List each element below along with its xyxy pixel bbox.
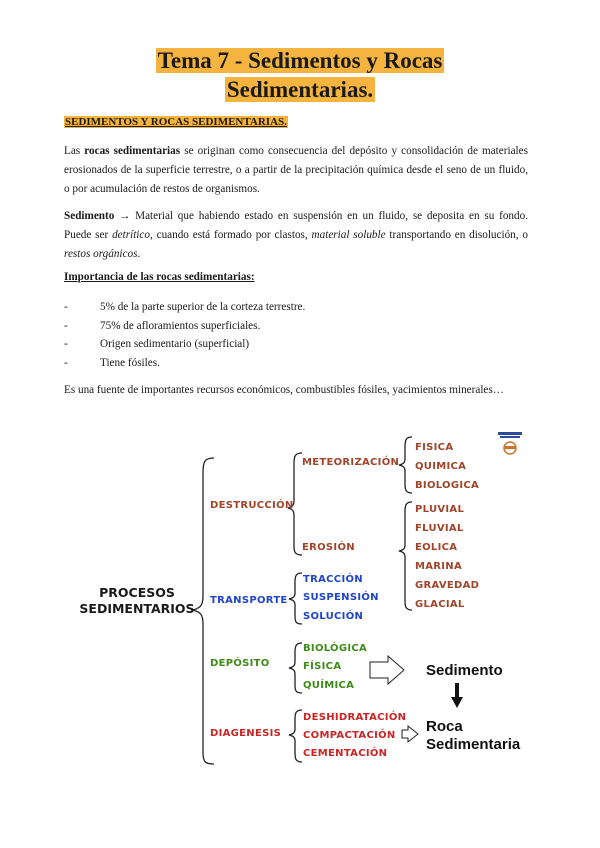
def-text-2: , cuando está formado por clastos, (149, 229, 312, 241)
def-italic-3: restos orgánicos (64, 248, 138, 260)
deposito-brace (289, 643, 302, 693)
meteorizacion-label: METEORIZACIÓN (302, 457, 400, 468)
diagenesis-label: DIAGENESIS (210, 728, 282, 739)
list-item: - Tiene fósiles. (64, 354, 305, 373)
intro-pre: Las (64, 145, 85, 157)
transporte-item: SUSPENSIÓN (303, 592, 379, 603)
meteorizacion-brace (399, 437, 412, 493)
meteorizacion-item: BIOLOGICA (415, 480, 480, 491)
erosion-item: GLACIAL (415, 599, 465, 610)
deposito-label: DEPÓSITO (210, 658, 270, 669)
def-italic-1: detrítico (112, 229, 150, 241)
erosion-label: EROSIÓN (302, 542, 355, 553)
root-line-2: SEDIMENTARIOS (79, 601, 195, 616)
down-arrow-icon (451, 697, 463, 708)
list-item: - Origen sedimentario (superficial) (64, 335, 305, 354)
deposito-item: BIOLÓGICA (303, 643, 368, 654)
def-text-4: . (137, 248, 141, 260)
def-italic-2: material soluble (311, 229, 386, 241)
erosion-item: FLUVIAL (415, 523, 464, 534)
meteorizacion-item: QUIMICA (415, 461, 467, 472)
deposito-item: QUÍMICA (303, 680, 355, 691)
diagenesis-item: CEMENTACIÓN (303, 748, 388, 759)
destruccion-label: DESTRUCCIÓN (210, 500, 294, 511)
root-processes-label (74, 585, 200, 617)
sediment-term: Sedimento (64, 210, 115, 222)
diagenesis-brace (289, 710, 302, 762)
down-arrow-shaft (455, 683, 459, 699)
erosion-item: GRAVEDAD (415, 580, 480, 591)
transporte-brace (289, 573, 302, 624)
sedimentaria-label: Sedimentaria (426, 736, 521, 753)
erosion-item: EOLICA (415, 542, 458, 553)
resources-paragraph: Es una fuente de importantes recursos económicos, combustibles fósiles, yacimientos minerales… (64, 384, 504, 396)
meteorizacion-item: FISICA (415, 442, 454, 453)
erosion-item: MARINA (415, 561, 463, 572)
title-line-1: Tema 7 - Sedimentos y Rocas (157, 48, 443, 73)
intro-bold: rocas sedimentarias (84, 145, 181, 157)
diagenesis-item: COMPACTACIÓN (303, 730, 396, 741)
transporte-label: TRANSPORTE (210, 595, 288, 606)
list-item: - 75% de afloramientos superficiales. (64, 317, 305, 336)
root-line-1: PROCESOS (99, 585, 175, 600)
erosion-brace (399, 502, 412, 610)
intro-post: se originan como consecuencia del depósito y consolidación de materiales erosionados de la superficie terrestre, o a partir de la precipitación química desde el seno de un fluido, o por acumulación de restos de organismos. (64, 145, 528, 195)
arrow-glyph: → (119, 210, 131, 222)
transporte-item: SOLUCIÓN (303, 611, 364, 622)
section-heading: SEDIMENTOS Y ROCAS SEDIMENTARIAS. (65, 116, 287, 128)
diagenesis-item: DESHIDRATACIÓN (303, 712, 407, 723)
roca-label: Roca (426, 718, 463, 735)
erosion-item: PLUVIAL (415, 504, 465, 515)
def-text-3: transportando en disolución, o (385, 229, 529, 241)
title-line-2: Sedimentarias. (226, 77, 374, 102)
arrow-to-roca-icon (402, 726, 418, 742)
deposito-item: FÍSICA (303, 661, 342, 672)
importance-heading: Importancia de las rocas sedimentarias: (64, 271, 255, 283)
def-text-1: Material que habiendo estado en suspensión en un fluido, se deposita en su fondo. Puede ser (64, 210, 528, 241)
transporte-item: TRACCIÓN (303, 574, 363, 585)
list-item: - 5% de la parte superior de la corteza terrestre. (64, 298, 305, 317)
arrow-to-sedimento-icon (370, 656, 404, 684)
sedimento-label: Sedimento (426, 662, 503, 679)
